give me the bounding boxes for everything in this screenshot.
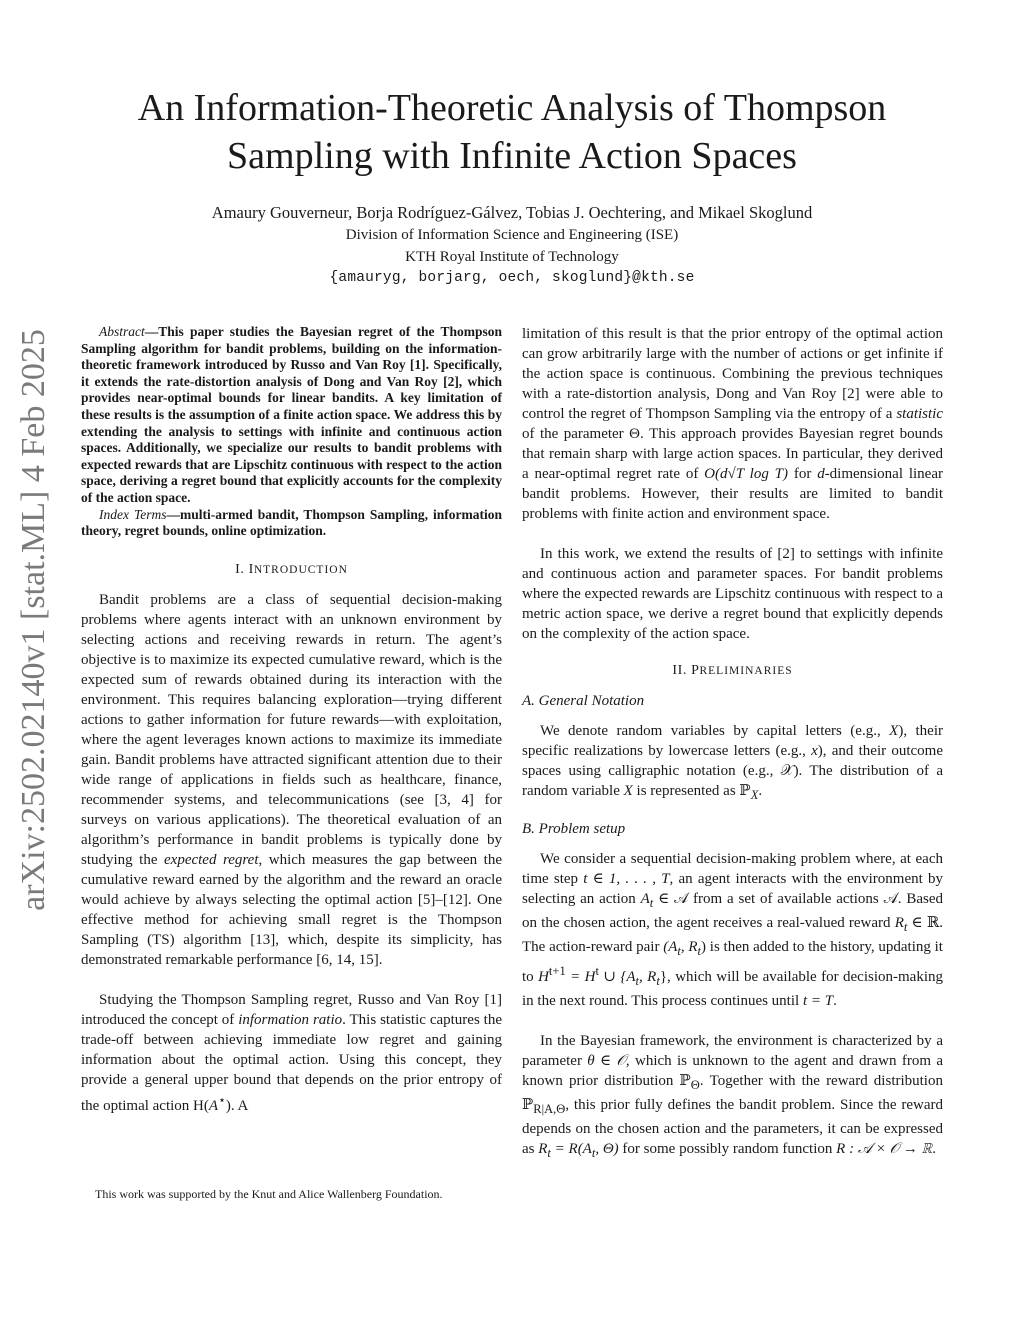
bayesian-framework-paragraph: In the Bayesian framework, the environment is characterized by a parameter θ ∈ 𝒪, which is unknown to the agent and drawn from a known prior distribution ℙ$_\Theta$. Together with the reward distribution ℙ$_{R|A,\Theta}$, this prior fully defines the bandit problem. Since the reward depends on the chosen action and the parameters, it can be expressed as $R_t = R(A_t$, Θ) for some possibly random function R : 𝒜 × 𝒪 → ℝ. <box>522 1033 943 1160</box>
statistic-emphasis: statistic <box>896 406 943 422</box>
title-line-1: An Information-Theoretic Analysis of Thompson <box>137 87 887 129</box>
arxiv-stamp: arXiv:2502.02140v1 [stat.ML] 4 Feb 2025 <box>15 329 52 911</box>
regret-rate-formula: O(d√T log T) <box>704 466 788 482</box>
intro-paragraph-2: Studying the Thompson Sampling regret, Russo and Van Roy [1] introduced the concept of information ratio. This statistic captures the trade-off between achieving immediate low regret and gaining information about the optimal action. Using this concept, they provide a general upper bound that depends on the prior entropy of the optimal action H(A⋆). A <box>81 991 503 1114</box>
right-paragraph-1: limitation of this result is that the prior entropy of the optimal action can grow arbitrarily large with the number of actions or get infinite if the action space is continuous. Combining the previous techniques with a rate-distortion analysis, Dong and Van Roy [2] were able to control the regret of Thompson Sampling via the entropy of a statistic of the parameter Θ. This approach provides Bayesian regret bounds that remain sharp with large action spaces. In particular, they derived a near-optimal regret rate of O(d√T log T) for d-dimensional linear bandit problems. However, their results are limited to bandit problems with finite action and environment space. <box>522 326 943 522</box>
section-heading-preliminaries: II. PRELIMINARIES <box>672 663 793 678</box>
paper-title <box>60 84 964 180</box>
index-terms-text: —multi-armed bandit, Thompson Sampling, information theory, regret bounds, online optimization. <box>81 506 502 539</box>
intro-paragraph-1: Bandit problems are a class of sequential decision-making problems where agents interact with an unknown environment by selecting actions and receiving rewards in return. The agent’s objective is to maximize its expected cumulative reward, which is the expected sum of rewards obtained during its interaction with the environment. This requires balancing exploration—trying different actions to gather information for future rewards—with exploitation, where the agent leverages known actions to maximize its immediate gain. Bandit problems have attracted significant attention due to their wide range of applications in fields such as healthcare, finance, recommender systems, and telecommunications (see [3, 4] for surveys on various applications). The theoretical evaluation of an algorithm’s performance in bandit problems is typically done by studying the expected regret, which measures the gap between the cumulative reward earned by the algorithm and the reward an oracle would achieve by always selecting the optimal action [5]–[12]. One effective method for achieving small regret is the Thompson Sampling (TS) algorithm [13], which, despite its simplicity, has demonstrated remarkable performance [6, 14, 15]. <box>81 591 502 968</box>
affiliation-line-2: KTH Royal Institute of Technology <box>405 248 619 265</box>
title-line-2: Sampling with Infinite Action Spaces <box>227 135 797 177</box>
problem-setup-paragraph: We consider a sequential decision-making problem where, at each time step t ∈ 1, . . . , T, an agent interacts with the environment by selecting an action $A_t$ ∈ 𝒜 from a set of available actions 𝒜. Based on the chosen action, the agent receives a real-valued reward $R_t$ ∈ ℝ. The action-reward pair ($A_t$, $R_t$) is then added to the history, updating it to $H^{t+1} = H^t$ ∪ {$A_t$, $R_t$}, which will be available for decision-making in the next round. This process continues until t = T. <box>522 851 943 1009</box>
author-emails: {amauryg, borjarg, oech, skoglund}@kth.se <box>329 270 695 286</box>
abstract-label: Abstract <box>99 324 145 339</box>
left-column <box>81 324 502 1116</box>
index-terms-label: Index Terms <box>99 506 167 522</box>
affiliation <box>60 225 964 290</box>
subsection-general-notation: A. General Notation <box>522 693 645 709</box>
right-paragraph-2: In this work, we extend the results of [2] to settings with infinite and continuous action and parameter spaces. For bandit problems where the expected rewards are Lipschitz continuous with respect to a metric action space, we derive a regret bound that explicitly depends on the complexity of the action space. <box>522 546 943 642</box>
abstract-text: —This paper studies the Bayesian regret of the Thompson Sampling algorithm for bandit problems, building on the information-theoretic framework introduced by Russo and Van Roy [1]. Specifically, it extends the rate-distortion analysis of Dong and Van Roy [2], which provides near-optimal bounds for linear bandits. A key limitation of these results is the assumption of a finite action space. We address this by extending the analysis to settings with infinite and continuous action spaces. Additionally, we specialize our results to bandit problems with expected rewards that are Lipschitz continuous with respect to the action space, deriving a regret bound that explicitly accounts for the complexity of the action space. <box>81 324 502 505</box>
expected-regret-emphasis: expected regret <box>164 851 259 868</box>
author-list: Amaury Gouverneur, Borja Rodríguez-Gálvez, Tobias J. Oechtering, and Mikael Skoglund <box>211 203 813 222</box>
information-ratio-emphasis: information ratio <box>238 1011 343 1028</box>
index-terms <box>81 507 502 540</box>
notation-paragraph: We denote random variables by capital letters (e.g., X), their specific realizations by lowercase letters (e.g., x), and their outcome spaces using calligraphic notation (e.g., 𝒳). The distribution of a random variable X is represented as ℙ$_X$. <box>522 723 944 802</box>
section-heading-introduction: I. INTRODUCTION <box>235 561 348 577</box>
right-column <box>522 324 943 1163</box>
funding-footnote: This work was supported by the Knut and Alice Wallenberg Foundation. <box>95 1187 443 1201</box>
subsection-problem-setup: B. Problem setup <box>522 821 626 837</box>
affiliation-line-1: Division of Information Science and Engineering (ISE) <box>345 227 679 243</box>
abstract <box>81 324 502 507</box>
